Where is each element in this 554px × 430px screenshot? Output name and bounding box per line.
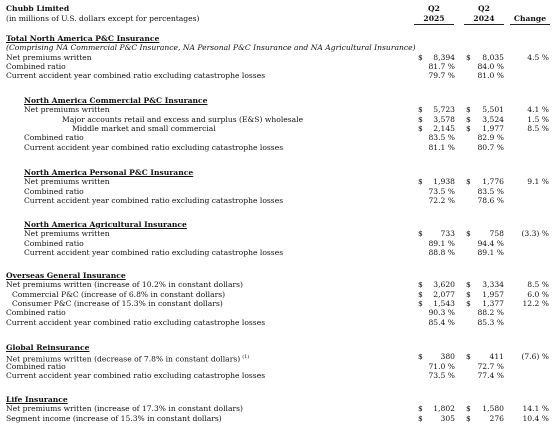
header-rule-2025 <box>414 24 454 25</box>
value-q2-2024: 1,957 <box>482 289 504 299</box>
currency-symbol-2025: $ <box>418 280 423 290</box>
section-title-overseas-general-insurance: Overseas General Insurance <box>6 271 126 280</box>
col-header-q2-2025-top: Q2 <box>428 4 440 13</box>
value-q2-2024: 276 <box>489 413 504 423</box>
currency-symbol-2025: $ <box>418 298 423 308</box>
value-q2-2024: 83.5 % <box>477 186 504 196</box>
value-change: 6.0 % <box>527 289 549 299</box>
value-q2-2025: 8,394 <box>433 52 455 62</box>
value-q2-2025: 3,578 <box>433 114 455 124</box>
value-q2-2024: 1,377 <box>482 298 504 308</box>
value-q2-2024: 758 <box>489 229 504 239</box>
report-subtitle: (in millions of U.S. dollars except for percentages) <box>6 14 200 23</box>
value-change: (3.3) % <box>521 229 549 239</box>
value-q2-2025: 73.5 % <box>428 370 455 380</box>
value-q2-2024: 78.6 % <box>477 195 504 205</box>
value-change: 1.5 % <box>527 114 549 124</box>
value-q2-2024: 72.7 % <box>477 361 504 371</box>
currency-symbol-2025: $ <box>418 352 423 362</box>
value-q2-2025: 2,145 <box>433 123 455 133</box>
row-label: Combined ratio <box>24 133 84 143</box>
row-label: Combined ratio <box>6 61 66 71</box>
value-q2-2024: 411 <box>489 352 504 362</box>
value-q2-2025: 380 <box>440 352 455 362</box>
row-label: Combined ratio <box>6 361 66 371</box>
row-label: Current accident year combined ratio excluding catastrophe losses <box>24 142 284 152</box>
value-q2-2024: 89.1 % <box>477 247 504 257</box>
value-q2-2024: 77.4 % <box>477 370 504 380</box>
value-q2-2025: 81.1 % <box>428 142 455 152</box>
value-q2-2024: 3,524 <box>482 114 504 124</box>
row-label: Middle market and small commercial <box>72 123 216 133</box>
value-q2-2025: 3,620 <box>433 280 455 290</box>
value-q2-2025: 89.1 % <box>428 238 455 248</box>
col-header-q2-2024-bottom: 2024 <box>473 14 495 23</box>
value-q2-2024: 84.0 % <box>477 61 504 71</box>
value-q2-2024: 82.9 % <box>477 133 504 143</box>
section-title-total-north-america-pandc-insurance: Total North America P&C Insurance <box>6 34 160 43</box>
currency-symbol-2025: $ <box>418 123 423 133</box>
value-q2-2025: 305 <box>440 413 455 423</box>
currency-symbol-2024: $ <box>466 298 471 308</box>
value-q2-2025: 1,543 <box>433 298 455 308</box>
row-label: Commercial P&C (increase of 6.8% in constant dollars) <box>12 289 226 299</box>
section-title-life-insurance: Life Insurance <box>6 395 68 404</box>
value-change: 10.4 % <box>522 413 549 423</box>
col-header-q2-2025-bottom: 2025 <box>423 14 445 23</box>
currency-symbol-2025: $ <box>418 229 423 239</box>
value-q2-2024: 88.2 % <box>477 308 504 318</box>
currency-symbol-2024: $ <box>466 352 471 362</box>
value-q2-2025: 88.8 % <box>428 247 455 257</box>
value-q2-2025: 5,723 <box>433 105 455 115</box>
row-label: Net premiums written <box>24 229 110 239</box>
currency-symbol-2025: $ <box>418 404 423 414</box>
currency-symbol-2024: $ <box>466 114 471 124</box>
row-label: Consumer P&C (increase of 15.3% in constant dollars) <box>12 298 223 308</box>
section-title-north-america-personal-pandc-insurance: North America Personal P&C Insurance <box>24 168 194 177</box>
value-q2-2025: 1,802 <box>433 404 455 414</box>
currency-symbol-2024: $ <box>466 52 471 62</box>
row-label: Net premiums written (increase of 17.3% in constant dollars) <box>6 404 243 414</box>
section-title-north-america-commercial-pandc-insurance: North America Commercial P&C Insurance <box>24 96 208 105</box>
value-q2-2024: 3,334 <box>482 280 504 290</box>
row-label: Current accident year combined ratio excluding catastrophe losses <box>24 247 284 257</box>
row-label: Current accident year combined ratio excluding catastrophe losses <box>6 71 266 81</box>
col-header-q2-2024-top: Q2 <box>478 4 490 13</box>
value-q2-2025: 81.7 % <box>428 61 455 71</box>
value-q2-2024: 5,501 <box>482 105 504 115</box>
row-label: Net premiums written (decrease of 7.8% in constant dollars) $^{(1)}$ <box>6 354 250 364</box>
value-q2-2025: 72.2 % <box>428 195 455 205</box>
currency-symbol-2024: $ <box>466 289 471 299</box>
currency-symbol-2024: $ <box>466 280 471 290</box>
col-header-change: Change <box>513 14 547 23</box>
value-q2-2025: 79.7 % <box>428 71 455 81</box>
value-q2-2025: 71.0 % <box>428 361 455 371</box>
row-label: Net premiums written <box>24 105 110 115</box>
currency-symbol-2024: $ <box>466 123 471 133</box>
section-title-global-reinsurance: Global Reinsurance <box>6 343 90 352</box>
header-rule-change <box>510 24 550 25</box>
currency-symbol-2024: $ <box>466 404 471 414</box>
value-q2-2025: 83.5 % <box>428 133 455 143</box>
currency-symbol-2024: $ <box>466 229 471 239</box>
currency-symbol-2025: $ <box>418 289 423 299</box>
row-label: Net premiums written <box>6 52 92 62</box>
currency-symbol-2024: $ <box>466 105 471 115</box>
value-q2-2025: 2,077 <box>433 289 455 299</box>
row-label: Current accident year combined ratio excluding catastrophe losses <box>6 317 266 327</box>
currency-symbol-2024: $ <box>466 177 471 187</box>
row-label: Combined ratio <box>24 238 84 248</box>
value-change: (7.6) % <box>521 352 549 362</box>
value-q2-2024: 1,580 <box>482 404 504 414</box>
value-q2-2024: 8,035 <box>482 52 504 62</box>
value-q2-2025: 85.4 % <box>428 317 455 327</box>
currency-symbol-2025: $ <box>418 52 423 62</box>
value-change: 9.1 % <box>527 177 549 187</box>
row-label: Combined ratio <box>24 186 84 196</box>
value-change: 4.5 % <box>527 52 549 62</box>
currency-symbol-2025: $ <box>418 114 423 124</box>
company-name: Chubb Limited <box>6 4 70 13</box>
value-q2-2024: 80.7 % <box>477 142 504 152</box>
value-q2-2024: 85.3 % <box>477 317 504 327</box>
row-label: Net premiums written <box>24 177 110 187</box>
value-change: 14.1 % <box>522 404 549 414</box>
section-title-north-america-agricultural-insurance: North America Agricultural Insurance <box>24 220 187 229</box>
currency-symbol-2024: $ <box>466 413 471 423</box>
footnote-marker: (1) <box>242 354 250 361</box>
value-q2-2025: 1,938 <box>433 177 455 187</box>
row-label: Segment income (increase of 15.3% in constant dollars) <box>6 413 222 423</box>
value-q2-2024: 1,776 <box>482 177 504 187</box>
value-change: 12.2 % <box>522 298 549 308</box>
value-change: 8.5 % <box>527 123 549 133</box>
row-label: Major accounts retail and excess and surplus (E&S) wholesale <box>62 114 304 124</box>
value-q2-2024: 1,977 <box>482 123 504 133</box>
value-change: 8.5 % <box>527 280 549 290</box>
value-q2-2024: 94.4 % <box>477 238 504 248</box>
row-label: Net premiums written (increase of 10.2% in constant dollars) <box>6 280 243 290</box>
value-change: 4.1 % <box>527 105 549 115</box>
value-q2-2025: 90.3 % <box>428 308 455 318</box>
value-q2-2025: 73.5 % <box>428 186 455 196</box>
section-note: (Comprising NA Commercial P&C Insurance, NA Personal P&C Insurance and NA Agricultural Insurance) <box>6 43 416 53</box>
row-label: Combined ratio <box>6 308 66 318</box>
currency-symbol-2025: $ <box>418 413 423 423</box>
currency-symbol-2025: $ <box>418 177 423 187</box>
currency-symbol-2025: $ <box>418 105 423 115</box>
row-label: Current accident year combined ratio excluding catastrophe losses <box>6 370 266 380</box>
value-q2-2024: 81.0 % <box>477 71 504 81</box>
value-q2-2025: 733 <box>440 229 455 239</box>
header-rule-2024 <box>464 24 504 25</box>
row-label: Current accident year combined ratio excluding catastrophe losses <box>24 195 284 205</box>
